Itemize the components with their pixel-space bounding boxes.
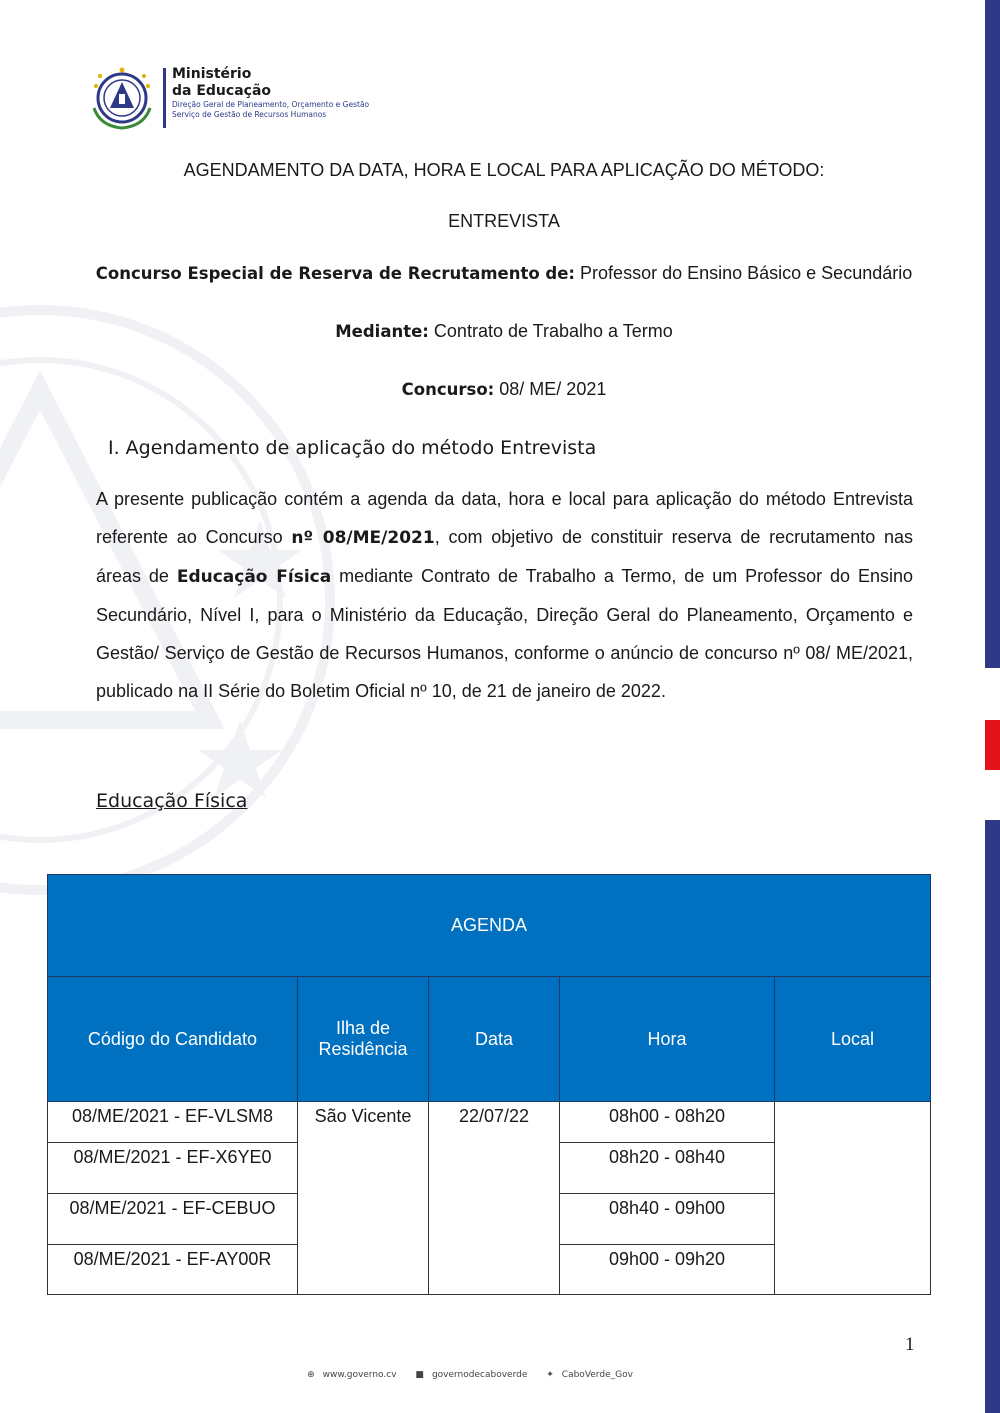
- logo-text: [172, 66, 369, 120]
- candidate-code: 08/ME/2021 - EF-X6YE0: [48, 1143, 298, 1194]
- time-slot: 08h00 - 08h20: [560, 1102, 775, 1143]
- mediante-value: Contrato de Trabalho a Termo: [433, 321, 673, 341]
- facebook-icon: ■: [415, 1370, 424, 1380]
- mediante-label: Mediante:: [335, 322, 429, 341]
- concurso-especial-value: Professor do Ensino Básico e Secundário: [580, 263, 913, 283]
- logo-title-line1: Ministério: [172, 66, 252, 82]
- ministry-logo: [86, 64, 406, 134]
- time-slot: 08h20 - 08h40: [560, 1143, 775, 1194]
- globe-icon: ⊕: [307, 1370, 315, 1380]
- footer-website[interactable]: [303, 1370, 400, 1380]
- header-local: Local: [775, 977, 931, 1102]
- local-cell: [775, 1102, 931, 1295]
- logo-divider: [163, 68, 166, 128]
- header-ilha: Ilha de Residência: [298, 977, 429, 1102]
- twitter-icon: ✦: [546, 1370, 554, 1380]
- paragraph-part-3: mediante Contrato de Trabalho a Termo, de um Professor do Ensino Secundário, Nível I, para o Ministério da Educação, Direção Geral do Planeamento, Orçamento e Gestão/ Serviço de Gestão de Recursos Humanos, conforme o anúncio de concurso nº 08/ ME/2021, publicado na II Série do Boletim Oficial nº 10, de 21 de janeiro de 2022.: [96, 566, 913, 701]
- footer-website-text: www.governo.cv: [322, 1370, 397, 1380]
- footer-facebook-text: governodecaboverde: [431, 1370, 528, 1380]
- candidate-code: 08/ME/2021 - EF-AY00R: [48, 1245, 298, 1295]
- logo-subtitle-1: Direção Geral de Planeamento, Orçamento e Gestão: [172, 100, 370, 109]
- mediante-line: [0, 321, 1000, 342]
- footer-twitter[interactable]: [542, 1370, 637, 1380]
- footer-twitter-text: CaboVerde_Gov: [561, 1370, 633, 1380]
- island-cell: São Vicente: [298, 1102, 429, 1295]
- coat-of-arms-icon: [86, 64, 158, 134]
- agenda-table: [47, 874, 931, 1295]
- footer-facebook[interactable]: [411, 1370, 531, 1380]
- time-slot: 08h40 - 09h00: [560, 1194, 775, 1245]
- paragraph-part-2: , com objetivo de constituir reserva de recrutamento nas áreas de: [96, 527, 913, 586]
- document-heading: AGENDAMENTO DA DATA, HORA E LOCAL PARA APLICAÇÃO DO MÉTODO:: [183, 160, 825, 180]
- candidate-code: 08/ME/2021 - EF-VLSM8: [48, 1102, 298, 1143]
- body-paragraph: [96, 480, 913, 710]
- side-stripe-red: [985, 720, 1000, 770]
- section-heading: I. Agendamento de aplicação do método Entrevista: [108, 437, 597, 459]
- footer: [0, 1370, 940, 1380]
- time-slot: 09h00 - 09h20: [560, 1245, 775, 1295]
- page-number: 1: [905, 1334, 915, 1355]
- method-title: ENTREVISTA: [448, 211, 560, 231]
- subsection-heading: Educação Física: [96, 790, 248, 812]
- concurso-label: Concurso:: [401, 380, 495, 399]
- header-data: Data: [429, 977, 560, 1102]
- header-codigo: Código do Candidato: [48, 977, 298, 1102]
- agenda-title: AGENDA: [48, 875, 931, 977]
- logo-title-line2: da Educação: [172, 83, 272, 99]
- date-cell: 22/07/22: [429, 1102, 560, 1295]
- paragraph-bold-concurso: nº 08/ME/2021: [291, 528, 435, 548]
- header-hora: Hora: [560, 977, 775, 1102]
- paragraph-part-1: A presente publicação contém a agenda da data, hora e local para aplicação do método Entrevista referente ao Concurso: [96, 489, 913, 547]
- logo-subtitle-2: Serviço de Gestão de Recursos Humanos: [172, 110, 327, 119]
- side-stripe-blue-bottom: [985, 820, 1000, 1413]
- concurso-especial-line: [0, 263, 1000, 284]
- paragraph-bold-area: Educação Física: [176, 567, 332, 587]
- concurso-value: 08/ ME/ 2021: [499, 379, 607, 399]
- table-row: [48, 1102, 931, 1143]
- concurso-especial-label: Concurso Especial de Reserva de Recrutamento de:: [95, 264, 576, 283]
- candidate-code: 08/ME/2021 - EF-CEBUO: [48, 1194, 298, 1245]
- concurso-line: [0, 379, 1000, 400]
